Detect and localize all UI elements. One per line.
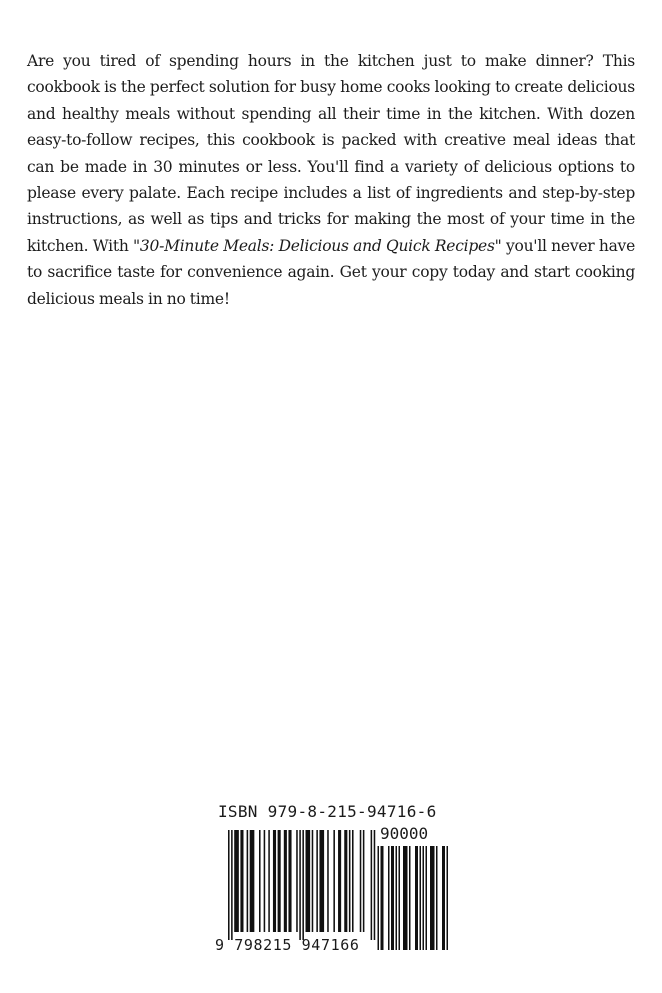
barcode-bar	[344, 830, 347, 932]
barcode-guard-bar	[374, 830, 376, 940]
barcode-bar	[273, 830, 276, 932]
addon-bar	[423, 846, 425, 950]
description-text-part-1: Are you tired of spending hours in the kitchen just to make dinner? This cookbook is the perfect solution for busy home cooks looking to create delicious and healthy meals without spending all their time in the kitchen. With dozen easy-to-follow recipes, this cookbook is packed with creative meal ideas that can be made in 30 minutes or less. You'll find a variety of delicious options to please every palate. Each recipe includes a list of ingredients and step-by-step instructions, as well as tips and tricks for making the most of your time in the kitchen. With	[27, 52, 635, 255]
barcode-bar	[360, 830, 362, 932]
barcode-bar	[312, 830, 314, 932]
addon-bar	[426, 846, 428, 950]
addon-bar	[378, 846, 380, 950]
barcode-bar	[259, 830, 261, 932]
barcode-bar	[319, 830, 324, 932]
barcode-guard-bar	[371, 830, 373, 940]
barcode-bar	[363, 830, 365, 932]
barcode-bar	[333, 830, 335, 932]
barcode-bar	[327, 830, 329, 932]
barcode-bar	[268, 830, 270, 932]
barcode-bar	[306, 830, 311, 932]
barcode-bar	[234, 830, 239, 932]
addon-bar	[442, 846, 445, 950]
book-title-italic: "30-Minute Meals: Delicious and Quick Recipes"	[133, 236, 502, 255]
barcode-bar	[349, 830, 351, 932]
addon-bar	[403, 846, 408, 950]
barcode-guard-bar	[228, 830, 230, 940]
addon-bar	[391, 846, 394, 950]
barcode-bar	[278, 830, 281, 932]
addon-bar	[430, 846, 435, 950]
barcode-bar	[250, 830, 255, 932]
barcode-bar	[316, 830, 318, 932]
barcode-bar	[352, 830, 354, 932]
barcode-bar	[338, 830, 341, 932]
addon-bar	[420, 846, 422, 950]
addon-bar	[447, 846, 449, 950]
addon-bar	[396, 846, 398, 950]
ean-digits: 9 798215 947166	[215, 936, 360, 954]
barcode-bar	[284, 830, 287, 932]
isbn-barcode	[215, 802, 455, 962]
addon-bar	[415, 846, 418, 950]
barcode-bar	[247, 830, 249, 932]
barcode-bar	[296, 830, 298, 932]
barcode-bar	[240, 830, 243, 932]
barcode-bar	[288, 830, 291, 932]
addon-bar	[381, 846, 384, 950]
barcode-guard-bar	[231, 830, 233, 940]
barcode-guard-bar	[302, 830, 304, 940]
barcode-guard-bar	[299, 830, 301, 940]
addon-bar	[409, 846, 411, 950]
price-addon-digits: 90000	[380, 824, 429, 843]
book-description	[27, 48, 635, 312]
barcode-bar	[264, 830, 266, 932]
isbn-label: ISBN 979-8-215-94716-6	[218, 802, 437, 821]
description-text-part-2: you'll never have to sacrifice taste for convenience again. Get your copy today and start cooking delicious meals in no time!	[27, 236, 635, 308]
addon-bar	[388, 846, 390, 950]
addon-bar	[436, 846, 438, 950]
addon-bar	[399, 846, 401, 950]
